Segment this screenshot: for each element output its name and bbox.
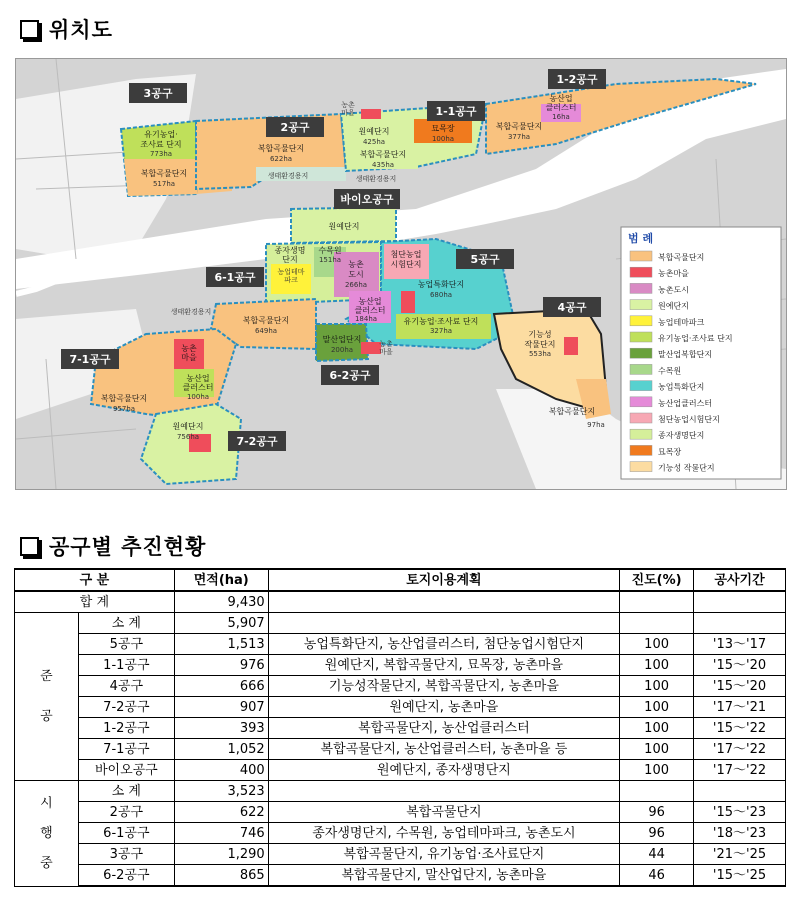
table-row bbox=[15, 802, 786, 823]
zone-land-use: 복합곡물단지, 말산업단지, 농촌마을 bbox=[268, 865, 619, 887]
progress-table bbox=[14, 568, 786, 887]
header-period: 공사기간 bbox=[694, 569, 786, 591]
svg-text:773ha: 773ha bbox=[149, 150, 173, 158]
svg-text:복합곡물단지: 복합곡물단지 bbox=[495, 122, 543, 131]
svg-text:파크: 파크 bbox=[284, 276, 298, 284]
svg-text:농촌: 농촌 bbox=[348, 260, 364, 269]
zone-progress: 96 bbox=[620, 802, 694, 823]
zone-period: '13～'17 bbox=[694, 634, 786, 655]
zone-tag-6-1 bbox=[206, 267, 264, 287]
header-area: 면적(ha) bbox=[174, 569, 268, 591]
svg-text:184ha: 184ha bbox=[354, 315, 378, 323]
zone-name: 5공구 bbox=[78, 634, 174, 655]
svg-text:517ha: 517ha bbox=[152, 180, 176, 188]
svg-text:묘목장: 묘목장 bbox=[431, 124, 455, 133]
zone-name: 3공구 bbox=[78, 844, 174, 865]
legend-label: 묘목장 bbox=[658, 447, 682, 457]
legend-swatch bbox=[630, 251, 652, 261]
table-row bbox=[15, 823, 786, 844]
zone-tag-bio bbox=[334, 189, 400, 209]
zone-period: '15～'20 bbox=[694, 655, 786, 676]
zone-name: 4공구 bbox=[78, 676, 174, 697]
svg-text:생태환경용지: 생태환경용지 bbox=[267, 172, 309, 180]
svg-text:농업특화단지: 농업특화단지 bbox=[417, 280, 465, 289]
section-title-location: 위치도 bbox=[49, 18, 113, 42]
zone-land-use: 기능성작물단지, 복합곡물단지, 농촌마을 bbox=[268, 676, 619, 697]
zone-period: '15～'25 bbox=[694, 865, 786, 887]
zone-land-use: 원예단지, 복합곡물단지, 묘목장, 농촌마을 bbox=[268, 655, 619, 676]
table-row bbox=[15, 676, 786, 697]
svg-text:649ha: 649ha bbox=[254, 327, 278, 335]
legend-swatch bbox=[630, 348, 652, 358]
svg-text:농촌: 농촌 bbox=[379, 340, 393, 348]
svg-text:435ha: 435ha bbox=[371, 161, 395, 169]
zone-tag-1-2 bbox=[548, 69, 606, 89]
zone-area: 1,052 bbox=[174, 739, 268, 760]
zone-progress: 44 bbox=[620, 844, 694, 865]
zone-land-use: 복합곡물단지, 농산업클러스터, 농촌마을 등 bbox=[268, 739, 619, 760]
legend-label: 농촌도시 bbox=[658, 285, 689, 295]
svg-text:6-2공구: 6-2공구 bbox=[329, 369, 371, 382]
zone-period: '17～'21 bbox=[694, 697, 786, 718]
svg-text:복합곡물단지: 복합곡물단지 bbox=[140, 169, 188, 178]
legend-swatch bbox=[630, 381, 652, 391]
empty-cell bbox=[694, 781, 786, 802]
svg-text:말산업단지: 말산업단지 bbox=[322, 335, 362, 344]
svg-text:시험단지: 시험단지 bbox=[390, 260, 422, 269]
legend-label: 말산업복합단지 bbox=[658, 350, 713, 360]
svg-text:종자생명: 종자생명 bbox=[274, 246, 306, 255]
zone-period: '18～'23 bbox=[694, 823, 786, 844]
svg-text:생태환경용지: 생태환경용지 bbox=[355, 175, 397, 183]
svg-text:농촌: 농촌 bbox=[181, 344, 197, 353]
zone-tag-7-1 bbox=[61, 349, 119, 369]
zone-progress: 100 bbox=[620, 676, 694, 697]
subtotal-label: 소 계 bbox=[78, 613, 174, 634]
svg-text:농산업: 농산업 bbox=[186, 374, 210, 383]
legend-swatch bbox=[630, 364, 652, 374]
svg-text:6-1공구: 6-1공구 bbox=[214, 271, 256, 284]
legend-swatch bbox=[630, 445, 652, 455]
zone-period: '17～'22 bbox=[694, 760, 786, 781]
zone-tag-3 bbox=[129, 83, 187, 103]
svg-text:151ha: 151ha bbox=[318, 256, 342, 264]
zone-land-use: 종자생명단지, 수목원, 농업테마파크, 농촌도시 bbox=[268, 823, 619, 844]
zone-tag-2 bbox=[266, 117, 324, 137]
svg-text:농산업: 농산업 bbox=[358, 297, 382, 306]
zone-area: 907 bbox=[174, 697, 268, 718]
svg-text:1-2공구: 1-2공구 bbox=[556, 73, 598, 86]
header-progress: 진도(%) bbox=[620, 569, 694, 591]
svg-text:957ha: 957ha bbox=[112, 405, 136, 413]
zone-tag-6-2 bbox=[321, 365, 379, 385]
svg-text:97ha: 97ha bbox=[587, 421, 605, 429]
svg-text:농업테마: 농업테마 bbox=[277, 268, 305, 276]
zone-land-use: 복합곡물단지, 유기농업·조사료단지 bbox=[268, 844, 619, 865]
svg-text:클러스터: 클러스터 bbox=[354, 306, 386, 315]
map-legend bbox=[621, 227, 781, 479]
svg-text:100ha: 100ha bbox=[431, 135, 455, 143]
zone-land-use: 원예단지, 농촌마을 bbox=[268, 697, 619, 718]
svg-text:425ha: 425ha bbox=[362, 138, 386, 146]
svg-text:농촌: 농촌 bbox=[341, 101, 355, 109]
zone-name: 2공구 bbox=[78, 802, 174, 823]
empty-cell bbox=[620, 781, 694, 802]
zone-area: 393 bbox=[174, 718, 268, 739]
section-title-status: 공구별 추진현황 bbox=[49, 535, 207, 559]
legend-label: 농산업클러스터 bbox=[658, 398, 713, 408]
legend-swatch bbox=[630, 397, 652, 407]
group-label: 시 행 중 bbox=[15, 781, 79, 887]
legend-label: 종자생명단지 bbox=[658, 431, 705, 441]
svg-text:복합곡물단지: 복합곡물단지 bbox=[100, 394, 148, 403]
empty-cell bbox=[620, 613, 694, 634]
svg-text:마을: 마을 bbox=[379, 348, 393, 356]
legend-label: 농촌마을 bbox=[658, 269, 689, 279]
empty-cell bbox=[268, 781, 619, 802]
table-row bbox=[15, 739, 786, 760]
svg-text:복합곡물단지: 복합곡물단지 bbox=[359, 150, 407, 159]
zone-name: 1-2공구 bbox=[78, 718, 174, 739]
header-land-use: 토지이용계획 bbox=[268, 569, 619, 591]
zone-name: 6-2공구 bbox=[78, 865, 174, 887]
svg-text:생태환경용지: 생태환경용지 bbox=[170, 308, 212, 316]
svg-text:266ha: 266ha bbox=[344, 281, 368, 289]
zone-area: 865 bbox=[174, 865, 268, 887]
svg-text:조사료 단지: 조사료 단지 bbox=[140, 140, 182, 149]
zone-tag-7-2 bbox=[228, 431, 286, 451]
table-row-subtotal bbox=[15, 613, 786, 634]
svg-text:복합곡물단지: 복합곡물단지 bbox=[257, 144, 305, 153]
svg-text:범 례: 범 례 bbox=[628, 232, 654, 245]
zone-period: '17～'22 bbox=[694, 739, 786, 760]
zone-name: 7-2공구 bbox=[78, 697, 174, 718]
zone-progress: 46 bbox=[620, 865, 694, 887]
svg-text:작물단지: 작물단지 bbox=[524, 340, 556, 349]
zone-period: '15～'22 bbox=[694, 718, 786, 739]
svg-text:수목원: 수목원 bbox=[318, 246, 342, 255]
table-header-row bbox=[15, 569, 786, 591]
group-label: 준 공 bbox=[15, 613, 79, 781]
zone-period: '21～'25 bbox=[694, 844, 786, 865]
zone-area: 400 bbox=[174, 760, 268, 781]
section-header-location bbox=[20, 14, 113, 44]
svg-text:클러스터: 클러스터 bbox=[545, 103, 577, 112]
zone-land-use: 복합곡물단지, 농산업클러스터 bbox=[268, 718, 619, 739]
zone-period: '15～'23 bbox=[694, 802, 786, 823]
checkbox-bullet-icon bbox=[20, 20, 39, 39]
header-division: 구 분 bbox=[15, 569, 175, 591]
legend-swatch bbox=[630, 413, 652, 423]
subtotal-area: 5,907 bbox=[174, 613, 268, 634]
svg-text:유기농업·: 유기농업· bbox=[144, 130, 178, 139]
legend-label: 유기농업·조사료 단지 bbox=[658, 334, 733, 343]
svg-text:1-1공구: 1-1공구 bbox=[435, 105, 477, 118]
zone-area: 622 bbox=[174, 802, 268, 823]
svg-text:기능성: 기능성 bbox=[528, 330, 552, 339]
legend-label: 원예단지 bbox=[658, 301, 689, 311]
svg-text:마을: 마을 bbox=[341, 109, 355, 117]
zone-tag-4 bbox=[543, 297, 601, 317]
svg-text:원예단지: 원예단지 bbox=[358, 127, 390, 136]
svg-text:5공구: 5공구 bbox=[470, 253, 500, 266]
empty-cell bbox=[694, 613, 786, 634]
legend-label: 농업특화단지 bbox=[658, 382, 705, 392]
svg-text:원예단지: 원예단지 bbox=[328, 222, 360, 231]
legend-swatch bbox=[630, 283, 652, 293]
zone-name: 바이오공구 bbox=[78, 760, 174, 781]
legend-swatch bbox=[630, 300, 652, 310]
svg-text:4공구: 4공구 bbox=[557, 301, 587, 314]
checkbox-bullet-icon bbox=[20, 537, 39, 556]
zone-progress: 100 bbox=[620, 655, 694, 676]
table-row bbox=[15, 634, 786, 655]
legend-swatch bbox=[630, 267, 652, 277]
zone-tag-5 bbox=[456, 249, 514, 269]
zone-progress: 100 bbox=[620, 634, 694, 655]
zone-progress: 96 bbox=[620, 823, 694, 844]
legend-label: 첨단농업시험단지 bbox=[658, 415, 720, 424]
zone-area: 666 bbox=[174, 676, 268, 697]
svg-text:도시: 도시 bbox=[348, 270, 364, 279]
zone-progress: 100 bbox=[620, 697, 694, 718]
legend-label: 기능성 작물단지 bbox=[658, 463, 715, 473]
legend-swatch bbox=[630, 462, 652, 472]
zone-progress: 100 bbox=[620, 760, 694, 781]
table-row bbox=[15, 655, 786, 676]
legend-label: 복합곡물단지 bbox=[658, 253, 705, 262]
section-header-status bbox=[20, 531, 206, 561]
svg-text:바이오공구: 바이오공구 bbox=[340, 193, 394, 206]
subtotal-area: 3,523 bbox=[174, 781, 268, 802]
svg-text:16ha: 16ha bbox=[552, 113, 570, 121]
zone-area: 746 bbox=[174, 823, 268, 844]
table-row bbox=[15, 697, 786, 718]
svg-text:7-2공구: 7-2공구 bbox=[236, 435, 278, 448]
legend-swatch bbox=[630, 332, 652, 342]
svg-text:622ha: 622ha bbox=[269, 155, 293, 163]
total-label: 합 계 bbox=[15, 591, 175, 613]
svg-text:클러스터: 클러스터 bbox=[182, 383, 214, 392]
table-row bbox=[15, 865, 786, 887]
svg-text:756ha: 756ha bbox=[176, 433, 200, 441]
zone-area: 1,513 bbox=[174, 634, 268, 655]
total-area: 9,430 bbox=[174, 591, 268, 613]
svg-text:553ha: 553ha bbox=[528, 350, 552, 358]
legend-label: 수목원 bbox=[658, 366, 682, 376]
zone-land-use: 복합곡물단지 bbox=[268, 802, 619, 823]
svg-text:마을: 마을 bbox=[181, 353, 197, 362]
location-map bbox=[15, 58, 787, 490]
svg-text:200ha: 200ha bbox=[330, 346, 354, 354]
table-row bbox=[15, 844, 786, 865]
zone-tag-1-1 bbox=[427, 101, 485, 121]
svg-text:2공구: 2공구 bbox=[280, 121, 310, 134]
svg-text:원예단지: 원예단지 bbox=[172, 422, 204, 431]
svg-text:327ha: 327ha bbox=[429, 327, 453, 335]
legend-swatch bbox=[630, 429, 652, 439]
svg-text:복합곡물단지: 복합곡물단지 bbox=[548, 407, 596, 416]
empty-cell bbox=[268, 613, 619, 634]
svg-text:377ha: 377ha bbox=[507, 133, 531, 141]
svg-text:복합곡물단지: 복합곡물단지 bbox=[242, 316, 290, 325]
zone-land-use: 농업특화단지, 농산업클러스터, 첨단농업시험단지 bbox=[268, 634, 619, 655]
svg-text:3공구: 3공구 bbox=[143, 87, 173, 100]
zone-area: 976 bbox=[174, 655, 268, 676]
table-row bbox=[15, 760, 786, 781]
table-row-total bbox=[15, 591, 786, 613]
subtotal-label: 소 계 bbox=[78, 781, 174, 802]
zone-progress: 100 bbox=[620, 739, 694, 760]
zone-period: '15～'20 bbox=[694, 676, 786, 697]
legend-swatch bbox=[630, 316, 652, 326]
svg-text:100ha: 100ha bbox=[186, 393, 210, 401]
zone-name: 7-1공구 bbox=[78, 739, 174, 760]
zone-name: 6-1공구 bbox=[78, 823, 174, 844]
svg-text:첨단농업: 첨단농업 bbox=[390, 250, 422, 259]
table-row-subtotal bbox=[15, 781, 786, 802]
table-row bbox=[15, 718, 786, 739]
svg-text:7-1공구: 7-1공구 bbox=[69, 353, 111, 366]
zone-land-use: 원예단지, 종자생명단지 bbox=[268, 760, 619, 781]
svg-text:단지: 단지 bbox=[282, 255, 298, 264]
legend-label: 농업테마파크 bbox=[658, 317, 705, 327]
zone-progress: 100 bbox=[620, 718, 694, 739]
zone-name: 1-1공구 bbox=[78, 655, 174, 676]
svg-text:농산업: 농산업 bbox=[549, 94, 573, 103]
svg-text:유기농업·조사료 단지: 유기농업·조사료 단지 bbox=[403, 317, 479, 326]
zone-area: 1,290 bbox=[174, 844, 268, 865]
svg-text:680ha: 680ha bbox=[429, 291, 453, 299]
